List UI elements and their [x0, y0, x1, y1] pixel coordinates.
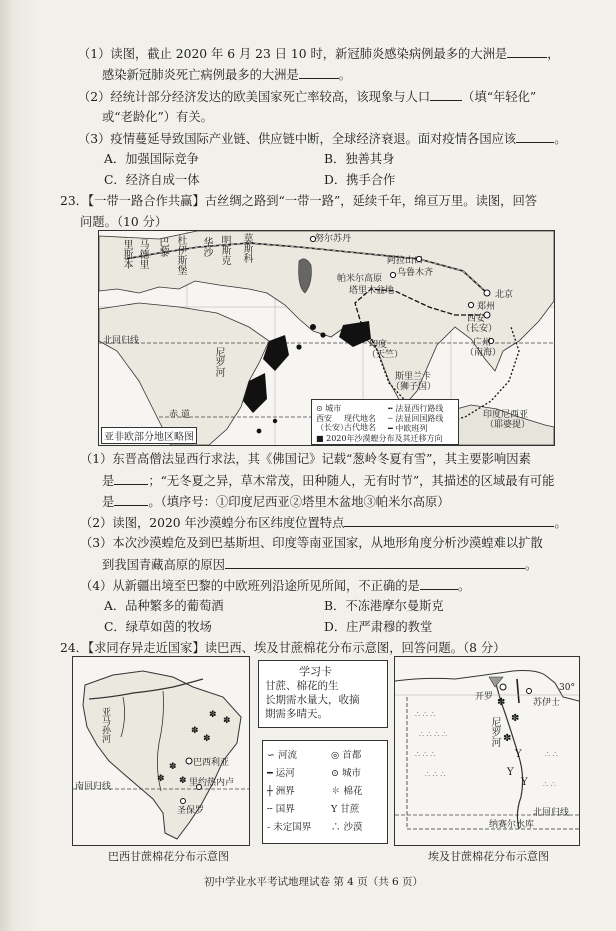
label-duisburg: 杜伊斯堡	[175, 235, 186, 275]
legend-continent: ┼ 洲界	[267, 786, 295, 797]
q22-s2b: （填“年轻化”	[462, 90, 537, 104]
study-card-body	[265, 679, 360, 721]
legend-canal: ━ 运河	[267, 768, 295, 779]
label-india: 印度	[369, 340, 388, 350]
svg-text:✽: ✽	[497, 697, 506, 708]
label-tropic-capricorn: 南回归线	[75, 782, 112, 792]
q22-option-a[interactable]: A．加强国际竞争	[104, 152, 199, 166]
egypt-map	[394, 656, 580, 846]
legend-name-types	[344, 414, 376, 432]
legend-changan: （长安）	[316, 423, 348, 432]
legend-route-out-label: 法显西行路线	[395, 404, 444, 413]
label-amazon: 亚马孙河	[100, 707, 110, 743]
legend-route-out: ╍ 法显西行路线	[388, 404, 444, 413]
label-paris: 巴黎	[157, 237, 168, 257]
legend-desert: ∴ 沙漠	[331, 822, 363, 833]
q23-heading-score: 问题。（10 分）	[80, 215, 168, 229]
legend-capital-label: 首都	[342, 750, 362, 761]
q24-heading: 24．【求同存异走近国家】读巴西、埃及甘蔗棉花分布示意图，回答问题。（8 分）	[60, 641, 506, 655]
label-changan: （长安）	[461, 324, 498, 334]
answer-blank[interactable]	[516, 130, 554, 143]
asia-europe-africa-map	[98, 230, 555, 446]
label-guangzhou: 广州	[473, 338, 492, 348]
label-srilanka: 斯里兰卡	[395, 372, 432, 382]
q23-s4: （4）从新疆出境至巴黎的中欧班列沿途所见所闻，不正确的是	[80, 579, 420, 593]
label-nursultan: 努尔苏丹	[315, 234, 352, 244]
label-suez: 苏伊士	[533, 698, 561, 708]
legend-cotton-label: 棉花	[343, 786, 363, 797]
legend-railway-label: 中欧班列	[395, 424, 428, 433]
q22-s1-line2: 感染新冠肺炎死亡病例最多的大洲是 。	[102, 68, 352, 82]
answer-blank[interactable]	[225, 556, 525, 569]
svg-text:✽: ✽	[169, 762, 177, 772]
legend-route-back-label: 法显回国路线	[395, 414, 444, 423]
legend-city-label: 城市	[341, 768, 361, 779]
page-footer: 初中学业水平考试地理试卷 第 4 页（共 6 页）	[204, 876, 424, 888]
legend-city-label: 城市	[325, 404, 342, 413]
legend-cane: Y 甘蔗	[331, 804, 360, 815]
label-saopaulo: 圣保罗	[177, 806, 205, 816]
legend-ancient: 古代地名	[344, 423, 376, 432]
answer-blank[interactable]	[299, 66, 339, 79]
legend-xian: 西安	[316, 414, 332, 423]
svg-text:✽: ✽	[209, 710, 217, 720]
label-equator: 赤 道	[169, 410, 190, 420]
q23-s4-line: （4）从新疆出境至巴黎的中欧班列沿途所见所闻，不正确的是 。	[80, 579, 471, 593]
answer-blank[interactable]	[114, 472, 148, 485]
q22-s2-line1	[78, 88, 536, 105]
answer-blank[interactable]	[430, 88, 462, 101]
legend-undefined: ‐ 未定国界	[267, 822, 312, 833]
q23-s2: （2）读图，2020 年沙漠蝗分布区纬度位置特点	[80, 516, 345, 530]
svg-text:✽: ✽	[179, 776, 187, 786]
q24-legend	[262, 740, 388, 844]
q23-option-b[interactable]: B．不冻港摩尔曼斯克	[324, 599, 444, 613]
svg-text:✽: ✽	[203, 734, 211, 744]
answer-blank[interactable]	[507, 45, 547, 58]
svg-text:∴ ∴ ∴: ∴ ∴ ∴	[415, 750, 436, 759]
legend-city: ⊙ 城市	[316, 404, 342, 413]
q23-s1-line2	[102, 472, 554, 489]
q23-s2-line: （2）读图，2020 年沙漠蝗分布区纬度位置特点 。	[80, 516, 567, 530]
label-lisbon: 里斯本	[121, 239, 132, 269]
q23-option-a[interactable]: A．品种繁多的葡萄酒	[104, 599, 224, 613]
svg-text:✽: ✽	[223, 716, 231, 726]
legend-undefined-label: 未定国界	[273, 822, 312, 833]
q22-option-b[interactable]: B．独善其身	[324, 152, 395, 166]
q22-option-d[interactable]: D．携手合作	[324, 173, 396, 187]
q22-s3: （3）疫情蔓延导致国际产业链、供应链中断，全球经济衰退。面对疫情各国应该	[78, 132, 517, 146]
label-yepoti: （耶婆提）	[485, 420, 531, 430]
legend-desert-label: 沙漠	[343, 822, 363, 833]
study-card-line1: 甘蔗、棉花的生	[265, 680, 339, 692]
legend-capital: ◎ 首都	[331, 750, 362, 761]
study-card-title: 学习卡	[299, 665, 332, 678]
label-alashankou: 阿拉山口	[387, 256, 424, 266]
label-zhengzhou: 郑州	[477, 302, 496, 312]
svg-text:✽: ✽	[191, 726, 199, 736]
map-title: 亚非欧部分地区略图	[101, 427, 197, 444]
label-shiziguo: （狮子国）	[391, 382, 437, 392]
label-lat30: 30°	[559, 683, 575, 693]
answer-blank[interactable]	[114, 493, 148, 506]
label-brasilia: 巴西利亚	[193, 758, 230, 768]
label-tarim: 塔里木盆地	[349, 286, 395, 296]
answer-blank[interactable]	[420, 577, 458, 590]
brazil-caption: 巴西甘蔗棉花分布示意图	[108, 850, 229, 863]
q22-s2a: （2）经统计部分经济发达的欧美国家死亡率较高，该现象与人口	[78, 90, 431, 104]
q22-option-c[interactable]: C．经济自成一体	[104, 173, 200, 187]
legend-cane-label: 甘蔗	[340, 804, 360, 815]
svg-text:∴ ∴ ∴ ∴: ∴ ∴ ∴ ∴	[419, 730, 447, 739]
svg-text:Y: Y	[507, 767, 514, 778]
brazil-drawing	[73, 657, 249, 845]
svg-text:✽: ✽	[511, 713, 520, 724]
label-amazon-group	[99, 707, 112, 743]
q23-s1c: ；“无冬夏之异，草木常茂，田种随人，无有时节”，其描述的区域最有可能	[148, 474, 555, 488]
q22-s3-line: （3）疫情蔓延导致国际产业链、供应链中断，全球经济衰退。面对疫情各国应该 。	[78, 132, 567, 146]
label-nile: 尼罗河	[489, 717, 500, 747]
legend-railway: ━ 中欧班列	[388, 424, 428, 433]
label-tropic-cancer-egypt: 北回归线	[533, 808, 570, 818]
q23-s1b: 是	[102, 474, 115, 488]
legend-border-label: 国界	[275, 804, 295, 815]
q23-s1-line1: （1）东晋高僧法显西行求法，其《佛国记》记载“葱岭冬夏有雪”，其主要影响因素	[80, 452, 531, 466]
label-tianzhu: （天竺）	[367, 350, 404, 360]
label-tropic-cancer: 北回归线	[103, 336, 140, 346]
legend-cotton: ✽ 棉花	[331, 786, 363, 797]
svg-text:Y: Y	[521, 777, 528, 788]
label-urumqi: 乌鲁木齐	[397, 268, 434, 278]
label-xian: 西安	[467, 314, 486, 324]
brazil-map	[72, 656, 250, 846]
label-pamir: 帕米尔高原	[337, 274, 383, 284]
legend-canal-label: 运河	[275, 768, 295, 779]
svg-text:Y: Y	[515, 749, 522, 760]
q22-s1b: 感染新冠肺炎死亡病例最多的大洲是	[102, 68, 299, 82]
svg-text:∴ ∴: ∴ ∴	[543, 780, 556, 789]
study-card-line3: 期需多晴天。	[265, 708, 328, 720]
q23-s3b: 到我国青藏高原的原因	[102, 558, 225, 572]
label-minsk: 明斯克	[219, 235, 230, 265]
legend-route-back: ┄ 法显回国路线	[388, 414, 444, 423]
label-beijing: 北京	[495, 290, 514, 300]
label-moscow: 莫斯科	[241, 233, 252, 263]
q22-s1-line1: （1）读图，截止 2020 年 6 月 23 日 10 时，新冠肺炎感染病例最多的大洲是 ，	[78, 47, 560, 61]
label-warsaw: 华沙	[201, 237, 212, 257]
q23-s1-line3	[102, 493, 450, 510]
label-nasser-lake: 纳赛尔水库	[489, 820, 535, 830]
legend-locust-label: 2020年沙漠蝗分布及其迁移方向	[326, 434, 443, 443]
egypt-caption: 埃及甘蔗棉花分布示意图	[428, 850, 549, 863]
q23-s1d: 是	[102, 495, 115, 509]
label-indonesia: 印度尼西亚	[483, 410, 529, 420]
answer-blank[interactable]	[344, 514, 554, 527]
legend-city: ⊙ 城市	[331, 768, 361, 779]
study-card-line2: 长期需水量大，收摘	[265, 694, 360, 706]
map-legend	[311, 399, 459, 445]
svg-text:∴ ∴ ∴: ∴ ∴ ∴	[425, 770, 446, 779]
q23-option-d[interactable]: D．庄严肃穆的教堂	[324, 620, 433, 634]
q23-option-c[interactable]: C．绿草如茵的牧场	[104, 620, 212, 634]
svg-text:✽: ✽	[157, 774, 165, 784]
legend-border: ╌ 国界	[267, 804, 295, 815]
q22-s2c: 或“老龄化”）有关。	[102, 110, 213, 124]
legend-modern: 现代地名	[344, 414, 376, 423]
svg-text:✽: ✽	[503, 733, 512, 744]
label-nile: 尼罗河	[213, 347, 224, 377]
label-rio: 里约热内卢	[189, 778, 235, 788]
label-nanhai: （南海）	[465, 348, 502, 358]
q23-s1e: 。（填序号：①印度尼西亚②塔里木盆地③帕米尔高原）	[148, 495, 450, 509]
q23-s3-line1: （3）本次沙漠蝗危及到巴基斯坦、印度等南亚国家，从地形角度分析沙漠蝗难以扩散	[80, 536, 543, 550]
q22-s1a: （1）读图，截止 2020 年 6 月 23 日 10 时，新冠肺炎感染病例最多的大洲是	[78, 47, 508, 61]
q23-heading: 23．【一带一路合作共赢】古丝绸之路到“一带一路”，延续千年，绵亘万里。读图，回答	[60, 194, 538, 208]
label-cairo: 开罗	[475, 692, 494, 702]
q23-s3-line2: 到我国青藏高原的原因 。	[102, 558, 538, 572]
legend-locust: ■ 2020年沙漠蝗分布及其迁移方向	[316, 434, 443, 443]
legend-river: ∽ 河流	[267, 750, 297, 761]
study-card	[258, 660, 388, 728]
legend-river-label: 河流	[277, 750, 297, 761]
svg-text:∴ ∴: ∴ ∴	[545, 750, 558, 759]
label-madrid: 马德里	[137, 239, 148, 269]
svg-text:∴ ∴ ∴: ∴ ∴ ∴	[415, 710, 436, 719]
legend-continent-label: 洲界	[275, 786, 295, 797]
